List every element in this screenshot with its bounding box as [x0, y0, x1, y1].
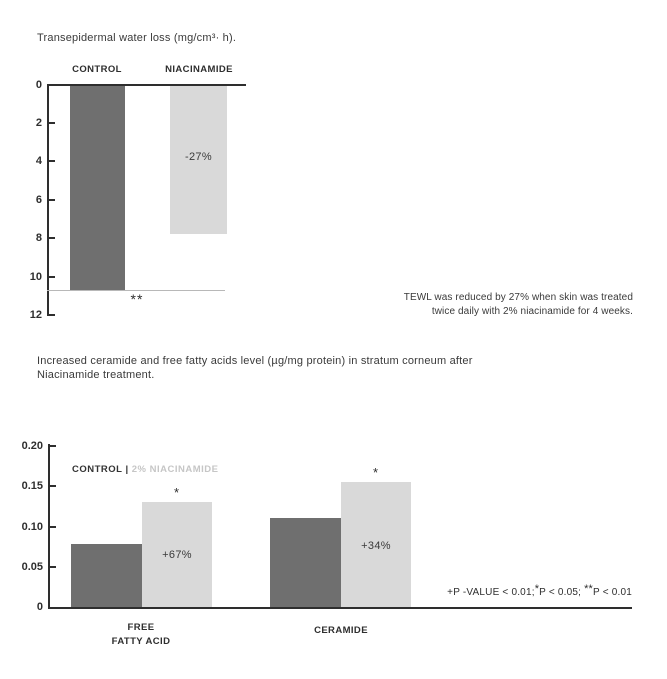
lipids-tick-label-0: 0: [36, 601, 43, 613]
category-label-ffa-line-2: FATTY ACID: [111, 636, 171, 647]
lipids-tick-005: [50, 566, 56, 568]
ffa-bar-control: [71, 544, 142, 607]
lipids-legend: [72, 464, 218, 475]
tewl-tick-label-12: 12: [29, 309, 42, 321]
category-label-ceramide: CERAMIDE: [314, 625, 368, 636]
ceramide-bar-change-label: +34%: [361, 540, 391, 552]
lipids-tick-label-005: 0.05: [21, 561, 43, 573]
ffa-bar-change-label: +67%: [162, 549, 192, 561]
tewl-bar-change-label: -27%: [185, 151, 212, 163]
legend-control-label: CONTROL: [72, 464, 123, 475]
ceramide-bar-control: [270, 518, 341, 607]
tewl-tick-label-8: 8: [35, 232, 42, 244]
p-value-footnote: [372, 583, 632, 598]
tewl-tick-4: [49, 160, 55, 162]
category-label-free-fatty-acid: [91, 621, 191, 649]
tewl-tick-8: [49, 237, 55, 239]
footnote-part-3: P < 0.01: [593, 587, 632, 598]
lipids-tick-015: [50, 485, 56, 487]
footnote-part-2: P < 0.05;: [539, 587, 585, 598]
tewl-tick-6: [49, 199, 55, 201]
footnote-part-1: +P -VALUE < 0.01;: [447, 587, 535, 598]
tewl-tick-label-2: 2: [35, 117, 42, 129]
lipids-chart-title-line-2: Niacinamide treatment.: [37, 369, 155, 381]
tewl-annotation-line-2: twice daily with 2% niacinamide for 4 weeks.: [431, 306, 633, 317]
tewl-chart-title: Transepidermal water loss (mg/cm³· h).: [37, 32, 237, 44]
tewl-bar-control: [70, 86, 125, 290]
tewl-annotation-line-1: TEWL was reduced by 27% when skin was treated: [403, 292, 633, 303]
ffa-significance-marker: *: [173, 485, 181, 500]
footnote-star-1: *: [534, 583, 540, 595]
lipids-tick-020: [50, 445, 56, 447]
tewl-tick-2: [49, 122, 55, 124]
lipids-tick-label-020: 0.20: [21, 440, 43, 452]
lipids-tick-label-010: 0.10: [21, 521, 43, 533]
tewl-tick-label-6: 6: [35, 194, 42, 206]
tewl-column-header-niacinamide: NIACINAMIDE: [165, 64, 233, 75]
tewl-tick-12: [49, 314, 55, 316]
tewl-column-header-control: CONTROL: [72, 64, 122, 75]
lipids-chart-title: [37, 354, 637, 382]
footnote-star-2: **: [584, 583, 594, 595]
lipids-tick-label-015: 0.15: [21, 480, 43, 492]
lipids-tick-010: [50, 526, 56, 528]
lipids-x-axis-line: [48, 607, 632, 609]
tewl-annotation: [343, 291, 633, 319]
tewl-tick-10: [49, 276, 55, 278]
legend-separator: |: [125, 464, 129, 475]
tewl-tick-label-10: 10: [29, 271, 42, 283]
tewl-significance-marker: **: [130, 291, 144, 307]
category-label-ffa-line-1: FREE: [127, 622, 155, 633]
legend-treatment-label: 2% NIACINAMIDE: [131, 464, 219, 475]
lipids-chart-title-line-1: Increased ceramide and free fatty acids level (µg/mg protein) in stratum corneum after: [37, 355, 473, 367]
ceramide-significance-marker: *: [372, 465, 380, 480]
tewl-tick-label-4: 4: [35, 155, 42, 167]
tewl-tick-label-0: 0: [35, 79, 42, 91]
